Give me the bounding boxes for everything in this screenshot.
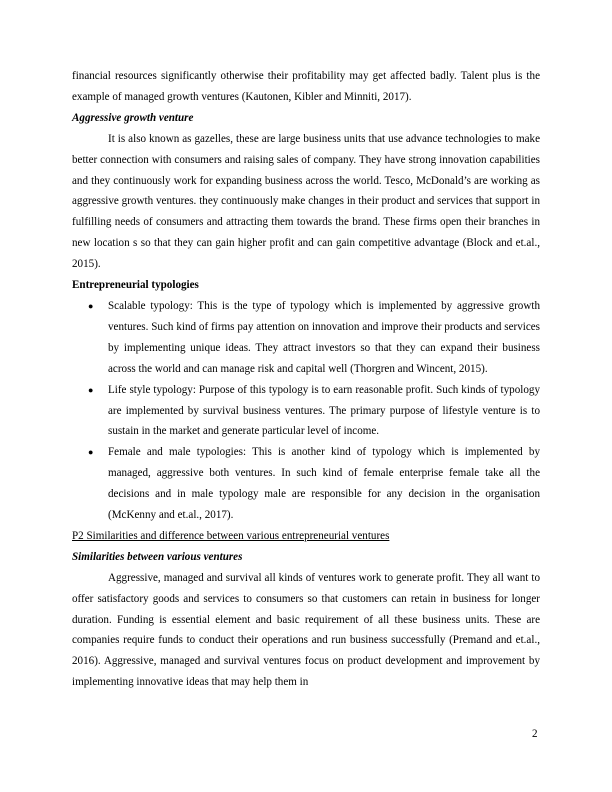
page-number: 2: [532, 728, 538, 740]
list-item-text: Female and male typologies: This is another kind of typology which is implemented by managed, aggressive both ventures. In such kind of female enterprise female take all the decisions and in male typology male are responsible for any decision in the organisation (McKenny and et.al., 2017).: [108, 446, 540, 522]
list-item-text: Scalable typology: This is the type of typology which is implemented by aggressive growth ventures. Such kind of firms pay attention on innovation and improve their products and services by implementing unique ideas. They attract investors so that they can expand their business across the world and can manage risk and capital well (Thorgren and Wincent, 2015).: [108, 299, 540, 375]
page-content: [72, 66, 540, 693]
list-item: [72, 296, 540, 380]
similarities-heading: Similarities between various ventures: [72, 550, 243, 563]
similarities-paragraph: Aggressive, managed and survival all kinds of ventures work to generate profit. They all want to offer satisfactory goods and services to consumers so that customers can retain in business for longer duration. Funding is essential element and basic requirement of all these business units. These are companies require funds to conduct their operations and run business successfully (Premand and et.al., 2016). Aggressive, managed and survival ventures focus on product development and improvement by implementing innovative ideas that may help them in: [72, 571, 540, 689]
typologies-heading: Entrepreneurial typologies: [72, 279, 199, 292]
p2-heading: P2 Similarities and difference between various entrepreneurial ventures: [72, 529, 390, 542]
aggressive-growth-heading: Aggressive growth venture: [72, 111, 194, 124]
list-item-text: Life style typology: Purpose of this typology is to earn reasonable profit. Such kinds of typology are implemented by survival business ventures. The primary purpose of lifestyle venture is to sustain in the market and generate particular level of income.: [108, 383, 540, 438]
bullet-icon: ●: [88, 384, 94, 395]
list-item: [72, 380, 540, 443]
list-item: [72, 442, 540, 526]
bullet-icon: ●: [88, 300, 94, 311]
continuation-paragraph: financial resources significantly otherwise their profitability may get affected badly. Talent plus is the example of managed growth ventures (Kautonen, Kibler and Minniti, 2017).: [72, 70, 540, 103]
typologies-list: [72, 296, 540, 526]
bullet-icon: ●: [88, 447, 94, 458]
aggressive-growth-paragraph: It is also known as gazelles, these are large business units that use advance technologies to make better connection with consumers and raising sales of company. They have strong innovation capabilities and they continuously work for expanding business across the world. Tesco, McDonald’s are working as aggressive growth ventures. they continuously make changes in their product and services that support in fulfilling needs of consumers and attracting them towards the brand. These firms open their branches in new location s so that they can gain higher profit and can gain competitive advantage (Block and et.al., 2015).: [72, 132, 540, 271]
